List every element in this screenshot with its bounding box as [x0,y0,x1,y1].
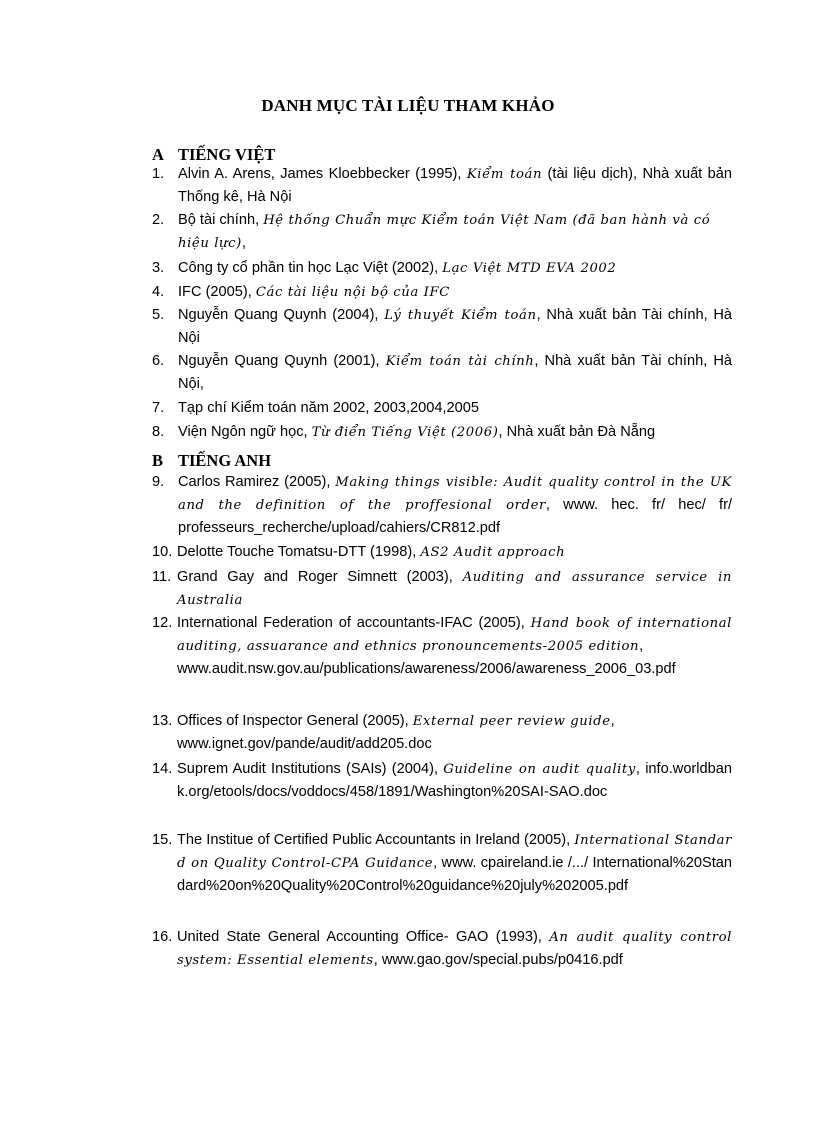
reference-number: 7. [152,400,165,416]
section-title: TIẾNG ANH [178,451,272,470]
section-letter: A [152,145,164,164]
reference-item: 9. Carlos Ramirez (2005), Making things visible: Audit quality control in the UK and the definition of the proffesional order, www. hec. fr/ hec/ fr/ professeurs_recherche/upload/cahiers/CR812.pdf [152,471,732,540]
reference-number: 14. [152,761,173,777]
reference-item: 1. Alvin A. Arens, James Kloebbecker (1995), Kiểm toán (tài liệu dịch), Nhà xuất bản Thống kê, Hà Nội [152,163,732,209]
reference-url[interactable]: www.ignet.gov/pande/audit/add205.doc [177,736,432,752]
reference-url[interactable]: www.audit.nsw.gov.au/publications/awareness/2006/awareness_2006_03.pdf [177,661,676,677]
reference-item: 16. United State General Accounting Office- GAO (1993), An audit quality control system: Essential elements, www.gao.gov/special.pubs/p0416.pdf [152,926,732,972]
reference-item: 13. Offices of Inspector General (2005), External peer review guide, www.ignet.gov/pande/audit/add205.doc [152,710,732,756]
reference-item: 10. Delotte Touche Tomatsu-DTT (1998), AS2 Audit approach [152,541,732,564]
reference-number: 13. [152,713,173,729]
reference-item: 15. The Institue of Certified Public Accountants in Ireland (2005), International Standard on Quality Control-CPA Guidance, www. cpaireland.ie /.../ International%20Standard%20on%20Quality%20Control%20guidance%20july%202005.pdf [152,829,732,898]
reference-number: 8. [152,424,165,440]
section-heading-vietnamese [152,145,737,165]
reference-item: 12. International Federation of accountants-IFAC (2005), Hand book of international auditing, assuarance and ethnics pronouncements-2005 edition, www.audit.nsw.gov.au/publications/awareness/2006/awareness_2006_03.pdf [152,612,732,681]
reference-item: 6. Nguyễn Quang Quynh (2001), Kiểm toán tài chính, Nhà xuất bản Tài chính, Hà Nội, [152,350,732,396]
reference-number: 12. [152,615,173,631]
reference-number: 15. [152,832,173,848]
reference-number: 2. [152,212,165,228]
reference-item: 14. Suprem Audit Institutions (SAIs) (2004), Guideline on audit quality, info.worldbank.org/etools/docs/voddocs/458/1891/Washington%20SAI-SAO.doc [152,758,732,804]
reference-number: 11. [152,569,172,585]
reference-item: 5. Nguyễn Quang Quynh (2004), Lý thuyết Kiểm toán, Nhà xuất bản Tài chính, Hà Nội [152,304,732,350]
reference-item: 4. IFC (2005), Các tài liệu nội bộ của IFC [152,281,732,304]
reference-number: 1. [152,166,165,182]
reference-number: 9. [152,474,165,490]
section-letter: B [152,451,164,470]
reference-item: 8. Viện Ngôn ngữ học, Từ điển Tiếng Việt (2006), Nhà xuất bản Đà Nẵng [152,421,732,444]
reference-number: 4. [152,284,165,300]
reference-number: 3. [152,260,165,276]
reference-item: 2. Bộ tài chính, Hệ thống Chuẩn mực Kiểm toán Việt Nam (đã ban hành và có hiệu lực), [152,209,732,255]
reference-number: 10. [152,544,173,560]
reference-item: 7. Tạp chí Kiểm toán năm 2002, 2003,2004,2005 [152,397,732,420]
section-title: TIẾNG VIỆT [178,145,276,164]
reference-number: 6. [152,353,165,369]
reference-number: 5. [152,307,165,323]
reference-item: 3. Công ty cổ phần tin học Lạc Việt (2002), Lạc Việt MTD EVA 2002 [152,257,732,280]
section-heading-english [152,451,737,471]
reference-item: 11. Grand Gay and Roger Simnett (2003), Auditing and assurance service in Australia [152,566,732,612]
reference-number: 16. [152,929,173,945]
page-title: DANH MỤC TÀI LIỆU THAM KHẢO [261,96,555,115]
